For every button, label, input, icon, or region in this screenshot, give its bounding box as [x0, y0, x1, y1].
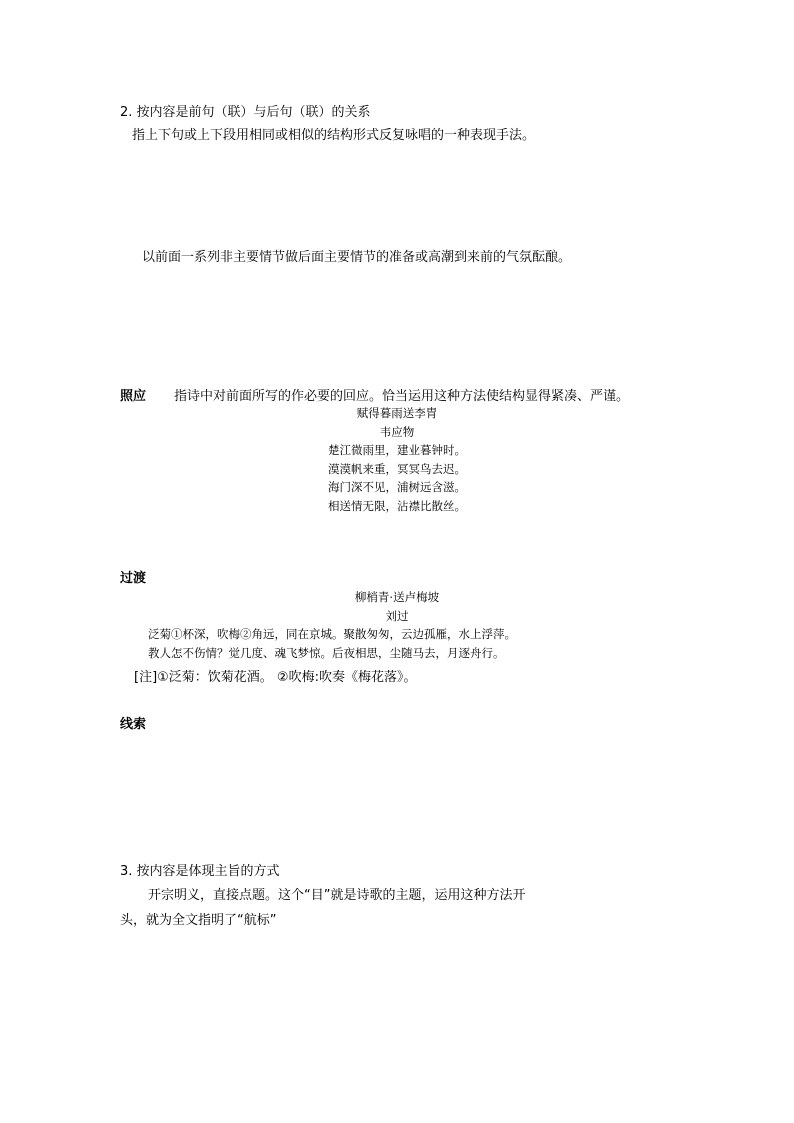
poem-title: 赋得暮雨送李胄 — [356, 406, 438, 420]
poem-line: 漠漠帆来重，冥冥鸟去迟。 — [328, 461, 466, 476]
poem-block — [0, 588, 794, 625]
poem-author: 刘过 — [385, 608, 409, 623]
term-description: 开宗明义，直接点题。这个“目”就是诗歌的主题，运用这种方法开 — [148, 888, 526, 903]
term-description: 以前面一系列非主要情节做后面主要情节的准备或高潮到来前的气氛酝酿。 — [142, 250, 572, 265]
poem-title: 柳梢青·送卢梅坡 — [354, 590, 440, 604]
definition-kaimen — [120, 884, 525, 903]
term-label: 照应 — [120, 389, 147, 404]
definition-zhaoying — [120, 385, 629, 404]
term-label: 线索 — [120, 717, 147, 732]
poem-author: 韦应物 — [379, 424, 415, 439]
poem-line: 相送情无限，沾襟比散丝。 — [328, 498, 466, 513]
poem-block — [0, 404, 794, 515]
section-heading: 2. 按内容是前句（联）与后句（联）的关系 — [120, 105, 371, 120]
term-label: 过渡 — [120, 571, 147, 586]
term-description: 指诗中对前面所写的作必要的回应。恰当运用这种方法使结构显得紧凑、严谨。 — [174, 389, 630, 404]
footnote: [注]①泛菊：饮菊花酒。 ②吹梅:吹奏《梅花落》。 — [134, 670, 417, 685]
poem-line: 楚江微雨里，建业暮钟时。 — [328, 443, 466, 457]
term-description-cont: 头，就为全文指明了“航标” — [120, 913, 277, 928]
definition-chongzhang — [120, 124, 535, 143]
poem-line: 教人怎不伤情？觉几度、魂飞梦惊。后夜相思，尘随马去，月逐舟行。 — [148, 646, 505, 660]
section-heading: 3. 按内容是体现主旨的方式 — [120, 864, 280, 879]
definition-pudian — [120, 246, 571, 265]
poem-line: 海门深不见，浦树远含滋。 — [328, 480, 466, 494]
poem-line: 泛菊①杯深，吹梅②角远，同在京城。聚散匆匆，云边孤雁，水上浮萍。 — [148, 627, 516, 641]
term-description: 指上下句或上下段用相同或相似的结构形式反复咏唱的一种表现手法。 — [132, 128, 536, 143]
